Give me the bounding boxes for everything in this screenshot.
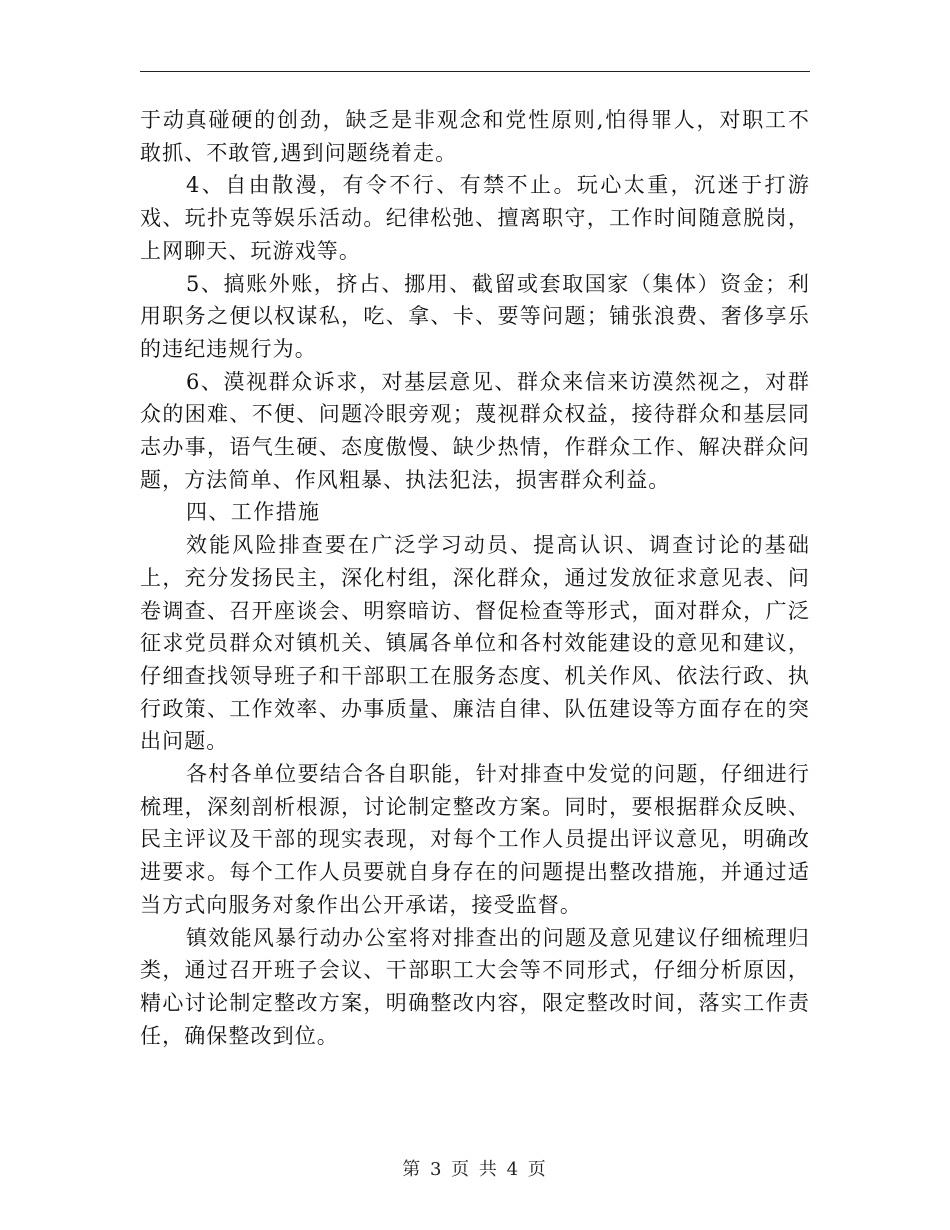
document-body	[140, 104, 810, 1052]
paragraph-item-4: 4、自由散漫，有令不行、有禁不止。玩心太重，沉迷于打游戏、玩扑克等娱乐活动。纪律松弛、擅离职守，工作时间随意脱岗，上网聊天、玩游戏等。	[140, 173, 810, 263]
paragraph-item-6: 6、漠视群众诉求，对基层意见、群众来信来访漠然视之，对群众的困难、不便、问题冷眼旁观；蔑视群众权益，接待群众和基层同志办事，语气生硬、态度傲慢、缺少热情，作群众工作、解决群众问题，方法简单、作风粗暴、执法犯法，损害群众利益。	[140, 369, 810, 492]
paragraph-continuation: 于动真碰硬的创劲，缺乏是非观念和党性原则,怕得罪人，对职工不敢抓、不敢管,遇到问题绕着走。	[140, 108, 810, 165]
header-rule	[140, 71, 810, 72]
page-number-footer: 第 3 页 共 4 页	[402, 1159, 548, 1180]
paragraph-item-5: 5、搞账外账，挤占、挪用、截留或套取国家（集体）资金；利用职务之便以权谋私，吃、拿、卡、要等问题；铺张浪费、奢侈享乐的违纪违规行为。	[140, 271, 810, 361]
paragraph-office-review: 镇效能风暴行动办公室将对排查出的问题及意见建议仔细梳理归类，通过召开班子会议、干部职工大会等不同形式，仔细分析原因，精心讨论制定整改方案，明确整改内容，限定整改时间，落实工作责任，确保整改到位。	[140, 925, 810, 1048]
paragraph-rectification: 各村各单位要结合各自职能，针对排查中发觉的问题，仔细进行梳理，深刻剖析根源，讨论制定整改方案。同时，要根据群众反映、民主评议及干部的现实表现，对每个工作人员提出评议意见，明确改进要求。每个工作人员要就自身存在的问题提出整改措施，并通过适当方式向服务对象作出公开承诺，接受监督。	[140, 762, 810, 917]
section-heading-work-measures: 四、工作措施	[186, 500, 321, 525]
paragraph-risk-screening: 效能风险排查要在广泛学习动员、提高认识、调查讨论的基础上，充分发扬民主，深化村组，深化群众，通过发放征求意见表、问卷调查、召开座谈会、明察暗访、督促检查等形式，面对群众，广泛征求党员群众对镇机关、镇属各单位和各村效能建设的意见和建议，仔细查找领导班子和干部职工在服务态度、机关作风、依法行政、执行政策、工作效率、办事质量、廉洁自律、队伍建设等方面存在的突出问题。	[140, 533, 810, 754]
